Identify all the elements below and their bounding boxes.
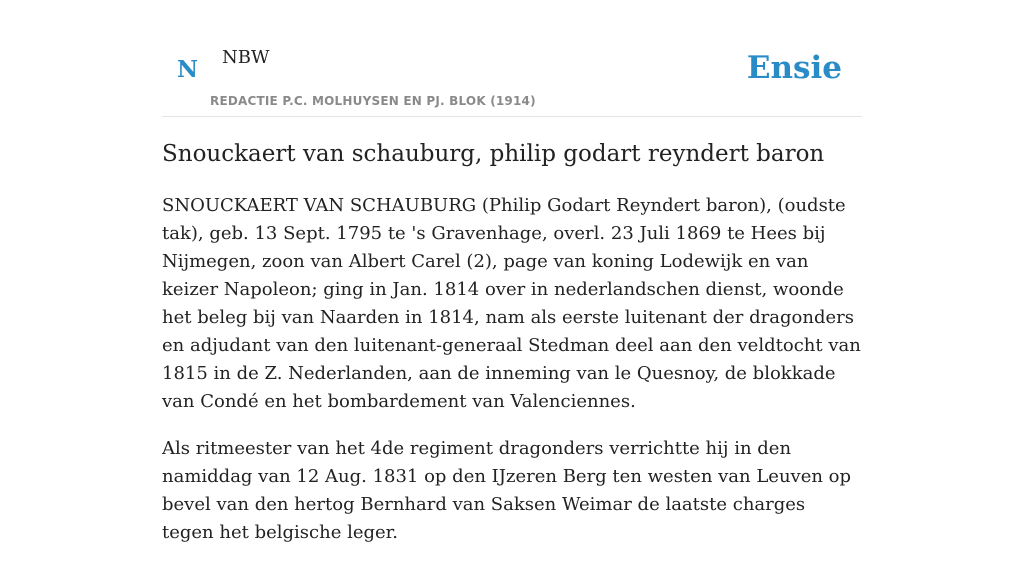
source-logo[interactable]: N [177,56,199,83]
page-container [162,0,862,543]
page-title: Snouckaert van schauburg, philip godart reyndert baron [162,141,825,167]
source-title[interactable]: NBW [222,47,270,68]
article-body [162,192,862,566]
paragraph-1: SNOUCKAERT VAN SCHAUBURG (Philip Godart Reyndert baron), (oudste tak), geb. 13 Sept. 1795 te 's Gravenhage, overl. 23 Juli 1869 te Hees bij Nijmegen, zoon van Albert Carel (2), page van koning Lodewijk en van keizer Napoleon; ging in Jan. 1814 over in nederlandschen dienst, woonde het beleg bij van Naarden in 1814, nam als eerste luitenant der dragonders en adjudant van den luitenant-generaal Stedman deel aan den veldtocht van 1815 in de Z. Nederlanden, aan de inneming van le Quesnoy, de blokkade van Condé en het bombardement van Valenciennes. [162,195,861,412]
brand-logo[interactable]: Ensie [746,50,842,86]
editors-line: REDACTIE P.C. MOLHUYSEN EN PJ. BLOK (1914) [210,94,536,108]
header [162,0,862,117]
paragraph-2: Als ritmeester van het 4de regiment dragonders verrichtte hij in den namiddag van 12 Aug. 1831 op den IJzeren Berg ten westen van Leuven op bevel van den hertog Bernhard van Saksen Weimar de laatste charges tegen het belgische leger. [162,438,852,543]
